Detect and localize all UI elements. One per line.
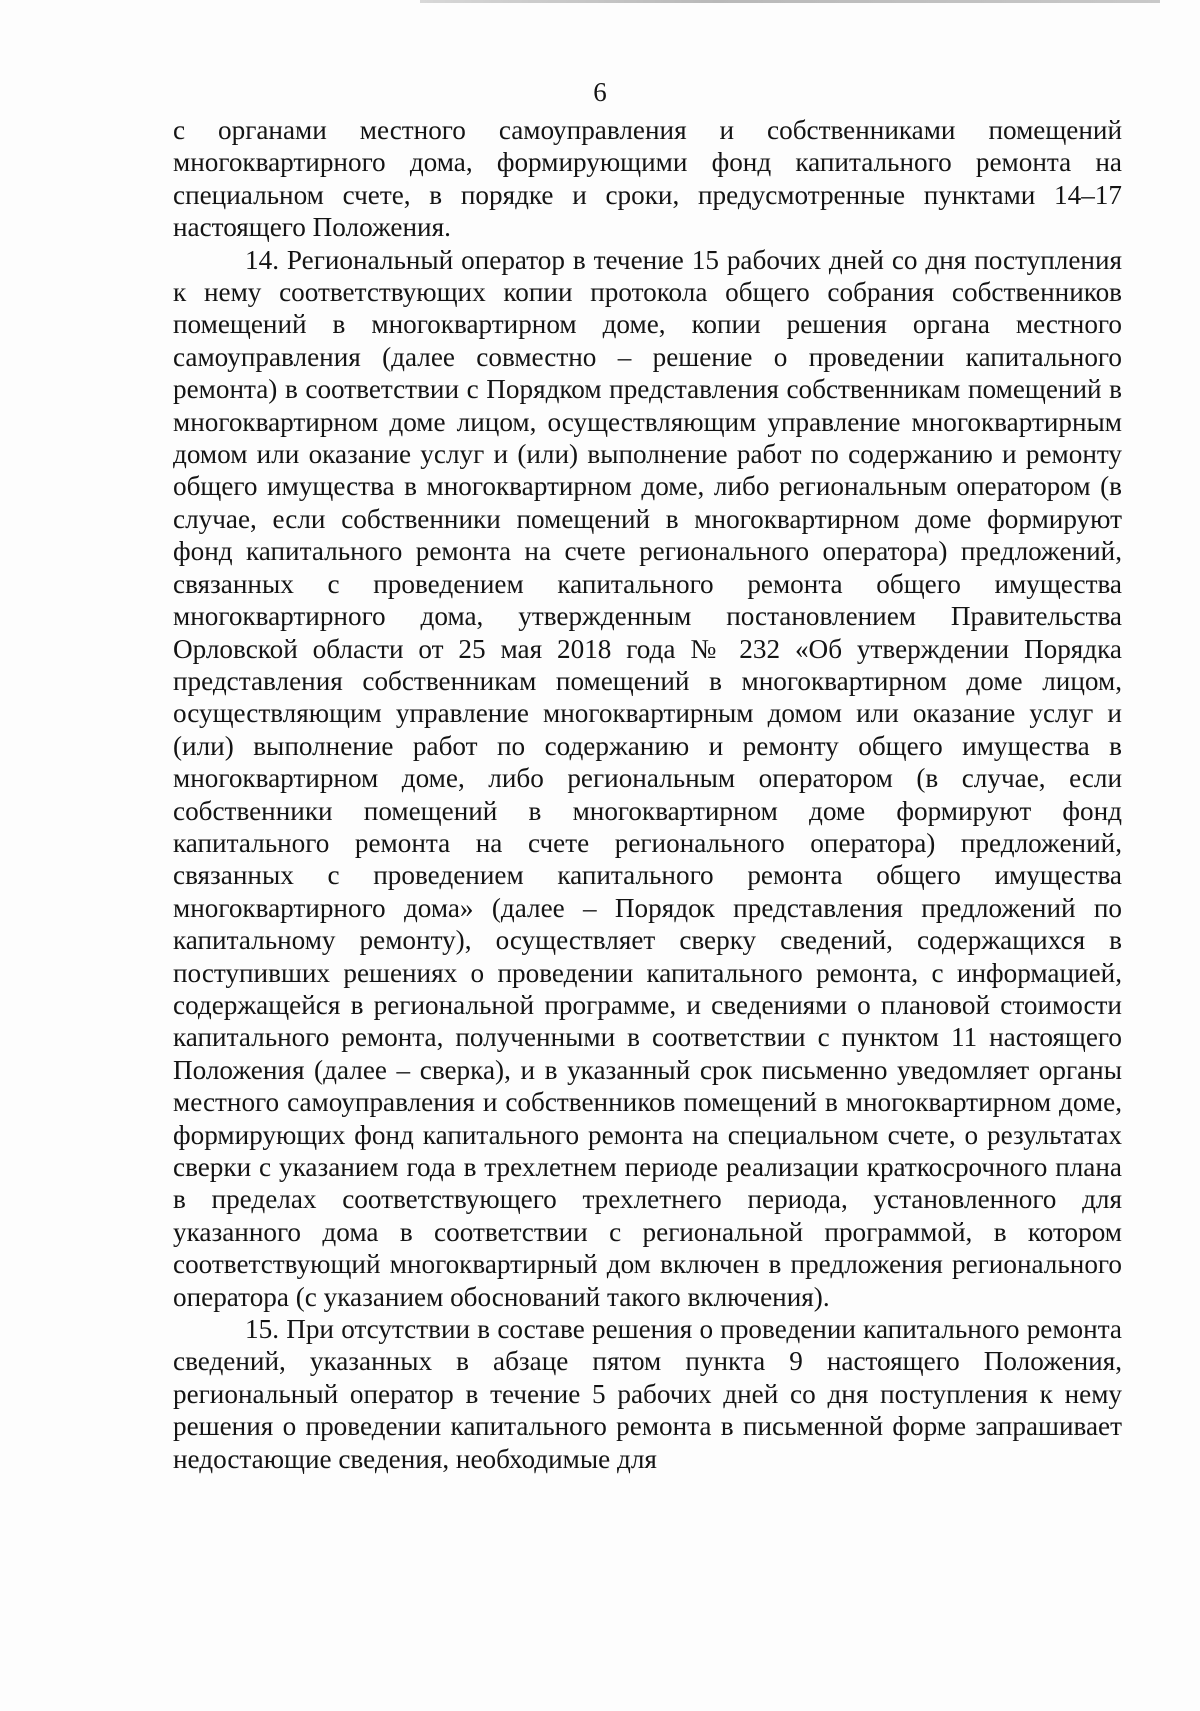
paragraph-continuation: с органами местного самоуправления и собственниками помещений многоквартирного дома, формирующими фонд капитального ремонта на специальном счете, в порядке и сроки, предусмотренные пунктами 14–17 настоящего Положения.	[173, 115, 1122, 243]
scan-edge-line	[420, 0, 1160, 3]
paragraph-item-15: 15. При отсутствии в составе решения о проведении капитального ремонта сведений, указанных в абзаце пятом пункта 9 настоящего Положения, региональный оператор в течение 5 рабочих дней со дня поступления к нему решения о проведении капитального ремонта в письменной форме запрашивает недостающие сведения, необходимые для	[173, 1314, 1122, 1474]
paragraph-item-14: 14. Региональный оператор в течение 15 рабочих дней со дня поступления к нему соответствующих копии протокола общего собрания собственников помещений в многоквартирном доме, копии решения органа местного самоуправления (далее совместно – решение о проведении капитального ремонта) в соответствии с Порядком представления собственникам помещений в многоквартирном доме лицом, осуществляющим управление многоквартирным домом или оказание услуг и (или) выполнение работ по содержанию и ремонту общего имущества в многоквартирном доме, либо региональным оператором (в случае, если собственники помещений в многоквартирном доме формируют фонд капитального ремонта на счете регионального оператора) предложений, связанных с проведением капитального ремонта общего имущества многоквартирного дома, утвержденным постановлением Правительства Орловской области от 25 мая 2018 года № 232 «Об утверждении Порядка представления собственникам помещений в многоквартирном доме лицом, осуществляющим управление многоквартирным домом или оказание услуг и (или) выполнение работ по содержанию и ремонту общего имущества в многоквартирном доме, либо региональным оператором (в случае, если собственники помещений в многоквартирном доме формируют фонд капитального ремонта на счете регионального оператора) предложений, связанных с проведением капитального ремонта общего имущества многоквартирного дома» (далее – Порядок представления предложений по капитальному ремонту), осуществляет сверку сведений, содержащихся в поступивших решениях о проведении капитального ремонта, с информацией, содержащейся в региональной программе, и сведениями о плановой стоимости капитального ремонта, полученными в соответствии с пунктом 11 настоящего Положения (далее – сверка), и в указанный срок письменно уведомляет органы местного самоуправления и собственников помещений в многоквартирном доме, формирующих фонд капитального ремонта на специальном счете, о результатах сверки с указанием года в трехлетнем периоде реализации краткосрочного плана в пределах соответствующего трехлетнего периода, установленного для указанного дома в соответствии с региональной программой, в котором соответствующий многоквартирный дом включен в предложения регионального оператора (с указанием обоснований такого включения).	[173, 244, 1122, 1312]
document-body	[173, 114, 1122, 1475]
page-number: 6	[593, 77, 607, 107]
